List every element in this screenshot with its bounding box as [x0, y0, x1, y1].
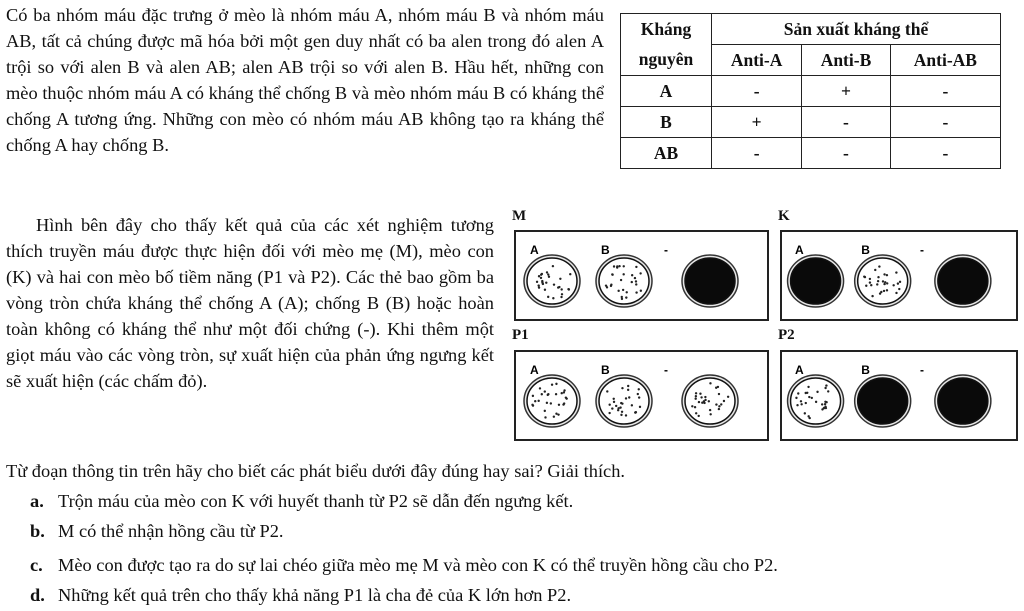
agglutination-dot — [695, 392, 697, 394]
agglutination-dot — [877, 280, 879, 282]
card-label-m: M — [512, 208, 527, 224]
agglutinated-circle — [599, 378, 649, 424]
agglutination-dot — [639, 406, 641, 408]
option-text: Trộn máu của mèo con K với huyết thanh từ P2 sẽ dẫn đến ngưng kết. — [58, 491, 574, 511]
clear-circle — [791, 258, 841, 304]
agglutination-dot — [613, 401, 615, 403]
group-header: Sản xuất kháng thể — [712, 14, 1001, 45]
agglutination-dot — [608, 404, 610, 406]
agglutination-dot — [557, 286, 559, 288]
circle-label: B — [601, 363, 610, 377]
agglutination-dot — [544, 410, 546, 412]
agglutination-dot — [620, 414, 622, 416]
agglutination-dot — [552, 265, 554, 267]
option-d — [30, 582, 571, 608]
agglutination-dot — [541, 273, 543, 275]
option-letter: c. — [30, 555, 43, 575]
option-a — [30, 488, 573, 514]
agglutination-dot — [547, 393, 549, 395]
intro-paragraph-2 — [6, 212, 494, 394]
table-row — [621, 107, 1001, 138]
table-row — [621, 76, 1001, 107]
agglutination-dot — [620, 279, 622, 281]
agglutination-dot — [804, 412, 806, 414]
option-c — [30, 552, 778, 578]
row-antigen: AB — [621, 138, 712, 169]
agglutination-dot — [695, 412, 697, 414]
circle-label: - — [664, 243, 668, 257]
agglutination-dot — [691, 405, 693, 407]
agglutination-dot — [825, 384, 827, 386]
agglutination-dot — [561, 293, 563, 295]
agglutination-dot — [544, 390, 546, 392]
agglutination-dot — [534, 400, 536, 402]
agglutination-dot — [551, 384, 553, 386]
agglutination-dot — [557, 413, 559, 415]
agglutination-dot — [708, 400, 710, 402]
agglutination-dot — [539, 387, 541, 389]
agglutination-dot — [536, 281, 538, 283]
agglutination-dot — [895, 271, 897, 273]
agglutination-dot — [797, 392, 799, 394]
agglutination-dot — [545, 281, 547, 283]
agglutination-dot — [727, 396, 729, 398]
agglutination-dot — [821, 403, 823, 405]
agglutination-dot — [568, 288, 570, 290]
clear-circle — [938, 258, 988, 304]
agglutination-dot — [631, 274, 633, 276]
agglutination-dot — [553, 416, 555, 418]
agglutination-dot — [626, 291, 628, 293]
option-text: M có thể nhận hồng cầu từ P2. — [58, 521, 284, 541]
agglutination-dot — [618, 265, 620, 267]
agglutination-dot — [824, 403, 826, 405]
agglutination-dot — [883, 273, 885, 275]
agglutination-dot — [631, 281, 633, 283]
agglutination-dot — [605, 284, 607, 286]
circle-label: A — [530, 243, 539, 257]
agglutination-dot — [617, 290, 619, 292]
card-p2 — [780, 350, 1018, 441]
agglutination-dot — [795, 397, 797, 399]
circle-label: A — [530, 363, 539, 377]
agglutination-dot — [620, 402, 622, 404]
agglutination-dot — [704, 396, 706, 398]
header-anti-ab: Anti-AB — [890, 45, 1000, 76]
agglutination-dot — [709, 409, 711, 411]
agglutination-dot — [869, 278, 871, 280]
table-row — [621, 138, 1001, 169]
agglutination-dot — [694, 406, 696, 408]
agglutination-dot — [869, 281, 871, 283]
agglutination-dot — [635, 291, 637, 293]
agglutination-dot — [550, 402, 552, 404]
agglutination-dot — [698, 415, 700, 417]
antigen-header-2: nguyên — [621, 45, 712, 76]
agglutination-dot — [634, 277, 636, 279]
agglutination-dot — [698, 401, 700, 403]
agglutination-dot — [811, 397, 813, 399]
table-cell: + — [802, 76, 891, 107]
intro-paragraph-1-text: Có ba nhóm máu đặc trưng ở mèo là nhóm máu A, nhóm máu B và nhóm máu AB, tất cả chúng được mã hóa bởi một gen duy nhất có ba alen trong đó alen A trội so với alen B và alen AB; alen AB trội so với alen B. Hầu hết, những con mèo thuộc nhóm máu A có kháng thể chống B và mèo nhóm máu B có kháng thể chống A tương ứng. Những con mèo có nhóm máu AB không tạo ra kháng thể chống A hay chống B. — [6, 5, 604, 155]
card-m — [514, 230, 769, 321]
agglutination-dot — [878, 265, 880, 267]
agglutination-dot — [718, 405, 720, 407]
agglutination-dot — [634, 411, 636, 413]
agglutination-dot — [895, 292, 897, 294]
agglutinated-circle — [599, 258, 649, 304]
agglutination-dot — [546, 402, 548, 404]
antigen-header-1: Kháng — [621, 14, 712, 45]
agglutination-dot — [703, 400, 705, 402]
agglutination-dot — [538, 286, 540, 288]
agglutination-dot — [611, 273, 613, 275]
agglutination-dot — [544, 289, 546, 291]
agglutination-dot — [640, 290, 642, 292]
agglutination-dot — [638, 396, 640, 398]
agglutination-dot — [560, 296, 562, 298]
agglutination-dot — [619, 406, 621, 408]
agglutination-dot — [700, 396, 702, 398]
agglutination-dot — [611, 407, 613, 409]
table-cell: - — [890, 107, 1000, 138]
agglutination-dot — [623, 265, 625, 267]
agglutination-dot — [825, 407, 827, 409]
agglutination-dot — [547, 296, 549, 298]
agglutination-dot — [541, 393, 543, 395]
agglutination-dot — [544, 416, 546, 418]
agglutination-dot — [800, 403, 802, 405]
agglutination-dot — [882, 280, 884, 282]
card-label-p1: P1 — [512, 327, 529, 343]
circle-label: A — [795, 243, 804, 257]
option-letter: b. — [30, 521, 45, 541]
agglutination-dot — [613, 398, 615, 400]
agglutination-dot — [615, 405, 617, 407]
agglutination-dot — [555, 393, 557, 395]
agglutination-dot — [805, 402, 807, 404]
agglutination-dot — [627, 385, 629, 387]
agglutination-dot — [805, 392, 807, 394]
agglutination-dot — [548, 276, 550, 278]
agglutination-dot — [635, 283, 637, 285]
option-text: Những kết quả trên cho thấy khả năng P1 là cha đẻ của K lớn hơn P2. — [58, 585, 572, 605]
agglutination-dot — [621, 411, 623, 413]
agglutination-dot — [541, 281, 543, 283]
header-anti-b: Anti-B — [802, 45, 891, 76]
circle-label: B — [601, 243, 610, 257]
agglutination-dot — [531, 404, 533, 406]
agglutination-dot — [565, 396, 567, 398]
intro-paragraph-1 — [6, 2, 604, 158]
agglutination-dot — [625, 296, 627, 298]
agglutination-dot — [718, 393, 720, 395]
agglutination-dot — [827, 390, 829, 392]
agglutination-dot — [628, 396, 630, 398]
agglutination-dot — [606, 390, 608, 392]
agglutination-dot — [816, 391, 818, 393]
agglutination-dot — [621, 387, 623, 389]
clear-circle — [938, 378, 988, 424]
option-b — [30, 518, 284, 544]
intro-paragraph-2-text: Hình bên đây cho thấy kết quả của các xét nghiệm tương thích truyền máu được thực hiện đối với mèo mẹ (M), mèo con (K) và hai con mèo bố tiềm năng (P1 và P2). Các thẻ bao gồm ba vòng tròn chứa kháng thể chống A (A); chống B (B) hoặc hoàn toàn không có kháng thể như một đối chứng (-). Khi thêm một giọt máu vào các vòng tròn, sự xuất hiện của phản ứng ngưng kết sẽ xuất hiện (các chấm đỏ). — [6, 215, 494, 391]
agglutination-dot — [807, 415, 809, 417]
table-cell: - — [802, 138, 891, 169]
card-p1 — [514, 350, 769, 441]
agglutination-dot — [865, 285, 867, 287]
agglutination-dot — [824, 401, 826, 403]
agglutination-dot — [892, 284, 894, 286]
agglutination-dot — [631, 404, 633, 406]
agglutination-dot — [898, 288, 900, 290]
agglutination-dot — [538, 275, 540, 277]
agglutination-dot — [561, 392, 563, 394]
agglutination-dot — [563, 402, 565, 404]
circle-label: B — [861, 243, 870, 257]
agglutination-dot — [715, 403, 717, 405]
clear-circle — [858, 378, 908, 424]
agglutination-dot — [796, 404, 798, 406]
agglutination-dot — [718, 408, 720, 410]
agglutination-dot — [537, 400, 539, 402]
table-cell: - — [802, 107, 891, 138]
header-anti-a: Anti-A — [712, 45, 802, 76]
agglutination-dot — [699, 393, 701, 395]
agglutination-dot — [897, 282, 899, 284]
agglutination-dot — [558, 404, 560, 406]
option-letter: d. — [30, 585, 45, 605]
agglutination-dot — [625, 397, 627, 399]
agglutination-dot — [532, 395, 534, 397]
row-antigen: B — [621, 107, 712, 138]
table-cell: + — [712, 107, 802, 138]
agglutination-dot — [807, 386, 809, 388]
agglutination-dot — [555, 383, 557, 385]
option-letter: a. — [30, 491, 44, 511]
circle-label: B — [861, 363, 870, 377]
agglutination-dot — [635, 266, 637, 268]
agglutination-dot — [569, 273, 571, 275]
agglutination-dot — [613, 265, 615, 267]
table-cell: - — [890, 76, 1000, 107]
circle-label: - — [664, 363, 668, 377]
agglutination-dot — [886, 274, 888, 276]
agglutination-dot — [552, 297, 554, 299]
agglutination-dot — [610, 284, 612, 286]
clear-circle — [685, 258, 735, 304]
card-label-k: K — [778, 208, 790, 224]
agglutination-dot — [880, 291, 882, 293]
card-label-p2: P2 — [778, 327, 795, 343]
circle-label: A — [795, 363, 804, 377]
card-k — [780, 230, 1018, 321]
question: Từ đoạn thông tin trên hãy cho biết các phát biểu dưới đây đúng hay sai? Giải thích. — [6, 461, 626, 481]
agglutination-dot — [899, 281, 901, 283]
agglutination-dot — [723, 400, 725, 402]
table-cell: - — [890, 138, 1000, 169]
agglutination-dot — [874, 269, 876, 271]
agglutination-dot — [863, 275, 865, 277]
agglutination-dot — [824, 387, 826, 389]
agglutination-dot — [694, 398, 696, 400]
agglutination-dot — [709, 382, 711, 384]
agglutination-dot — [617, 409, 619, 411]
agglutination-dot — [815, 401, 817, 403]
agglutination-dot — [625, 414, 627, 416]
agglutination-dot — [621, 298, 623, 300]
agglutination-dot — [560, 288, 562, 290]
agglutination-dot — [537, 284, 539, 286]
agglutination-dot — [616, 265, 618, 267]
agglutinated-circle — [685, 378, 735, 424]
agglutination-dot — [547, 273, 549, 275]
agglutination-dot — [555, 413, 557, 415]
agglutination-dot — [877, 276, 879, 278]
agglutinated-circle — [527, 258, 577, 304]
antibody-table — [620, 13, 1001, 169]
agglutination-dot — [546, 271, 548, 273]
agglutination-dot — [622, 289, 624, 291]
agglutination-dot — [553, 283, 555, 285]
agglutination-dot — [639, 272, 641, 274]
agglutination-dot — [695, 395, 697, 397]
agglutination-dot — [540, 277, 542, 279]
agglutination-dot — [559, 278, 561, 280]
agglutination-dot — [715, 387, 717, 389]
agglutination-dot — [876, 283, 878, 285]
table-cell: - — [712, 76, 802, 107]
agglutination-dot — [635, 280, 637, 282]
table-cell: - — [712, 138, 802, 169]
agglutination-dot — [800, 400, 802, 402]
agglutination-dot — [886, 282, 888, 284]
agglutination-dot — [720, 403, 722, 405]
row-antigen: A — [621, 76, 712, 107]
circle-label: - — [919, 363, 924, 377]
agglutination-dot — [637, 393, 639, 395]
agglutination-dot — [638, 388, 640, 390]
circle-label: - — [919, 243, 924, 257]
agglutination-dot — [883, 290, 885, 292]
agglutination-dot — [871, 295, 873, 297]
agglutination-dot — [709, 413, 711, 415]
agglutination-dot — [886, 289, 888, 291]
agglutination-dot — [808, 396, 810, 398]
option-text: Mèo con được tạo ra do sự lai chéo giữa mèo mẹ M và mèo con K có thể truyền hồng cầu cho P2. — [58, 555, 778, 575]
agglutination-dot — [622, 273, 624, 275]
agglutination-dot — [608, 412, 610, 414]
agglutination-dot — [627, 389, 629, 391]
agglutination-dot — [870, 284, 872, 286]
agglutination-dot — [563, 391, 565, 393]
